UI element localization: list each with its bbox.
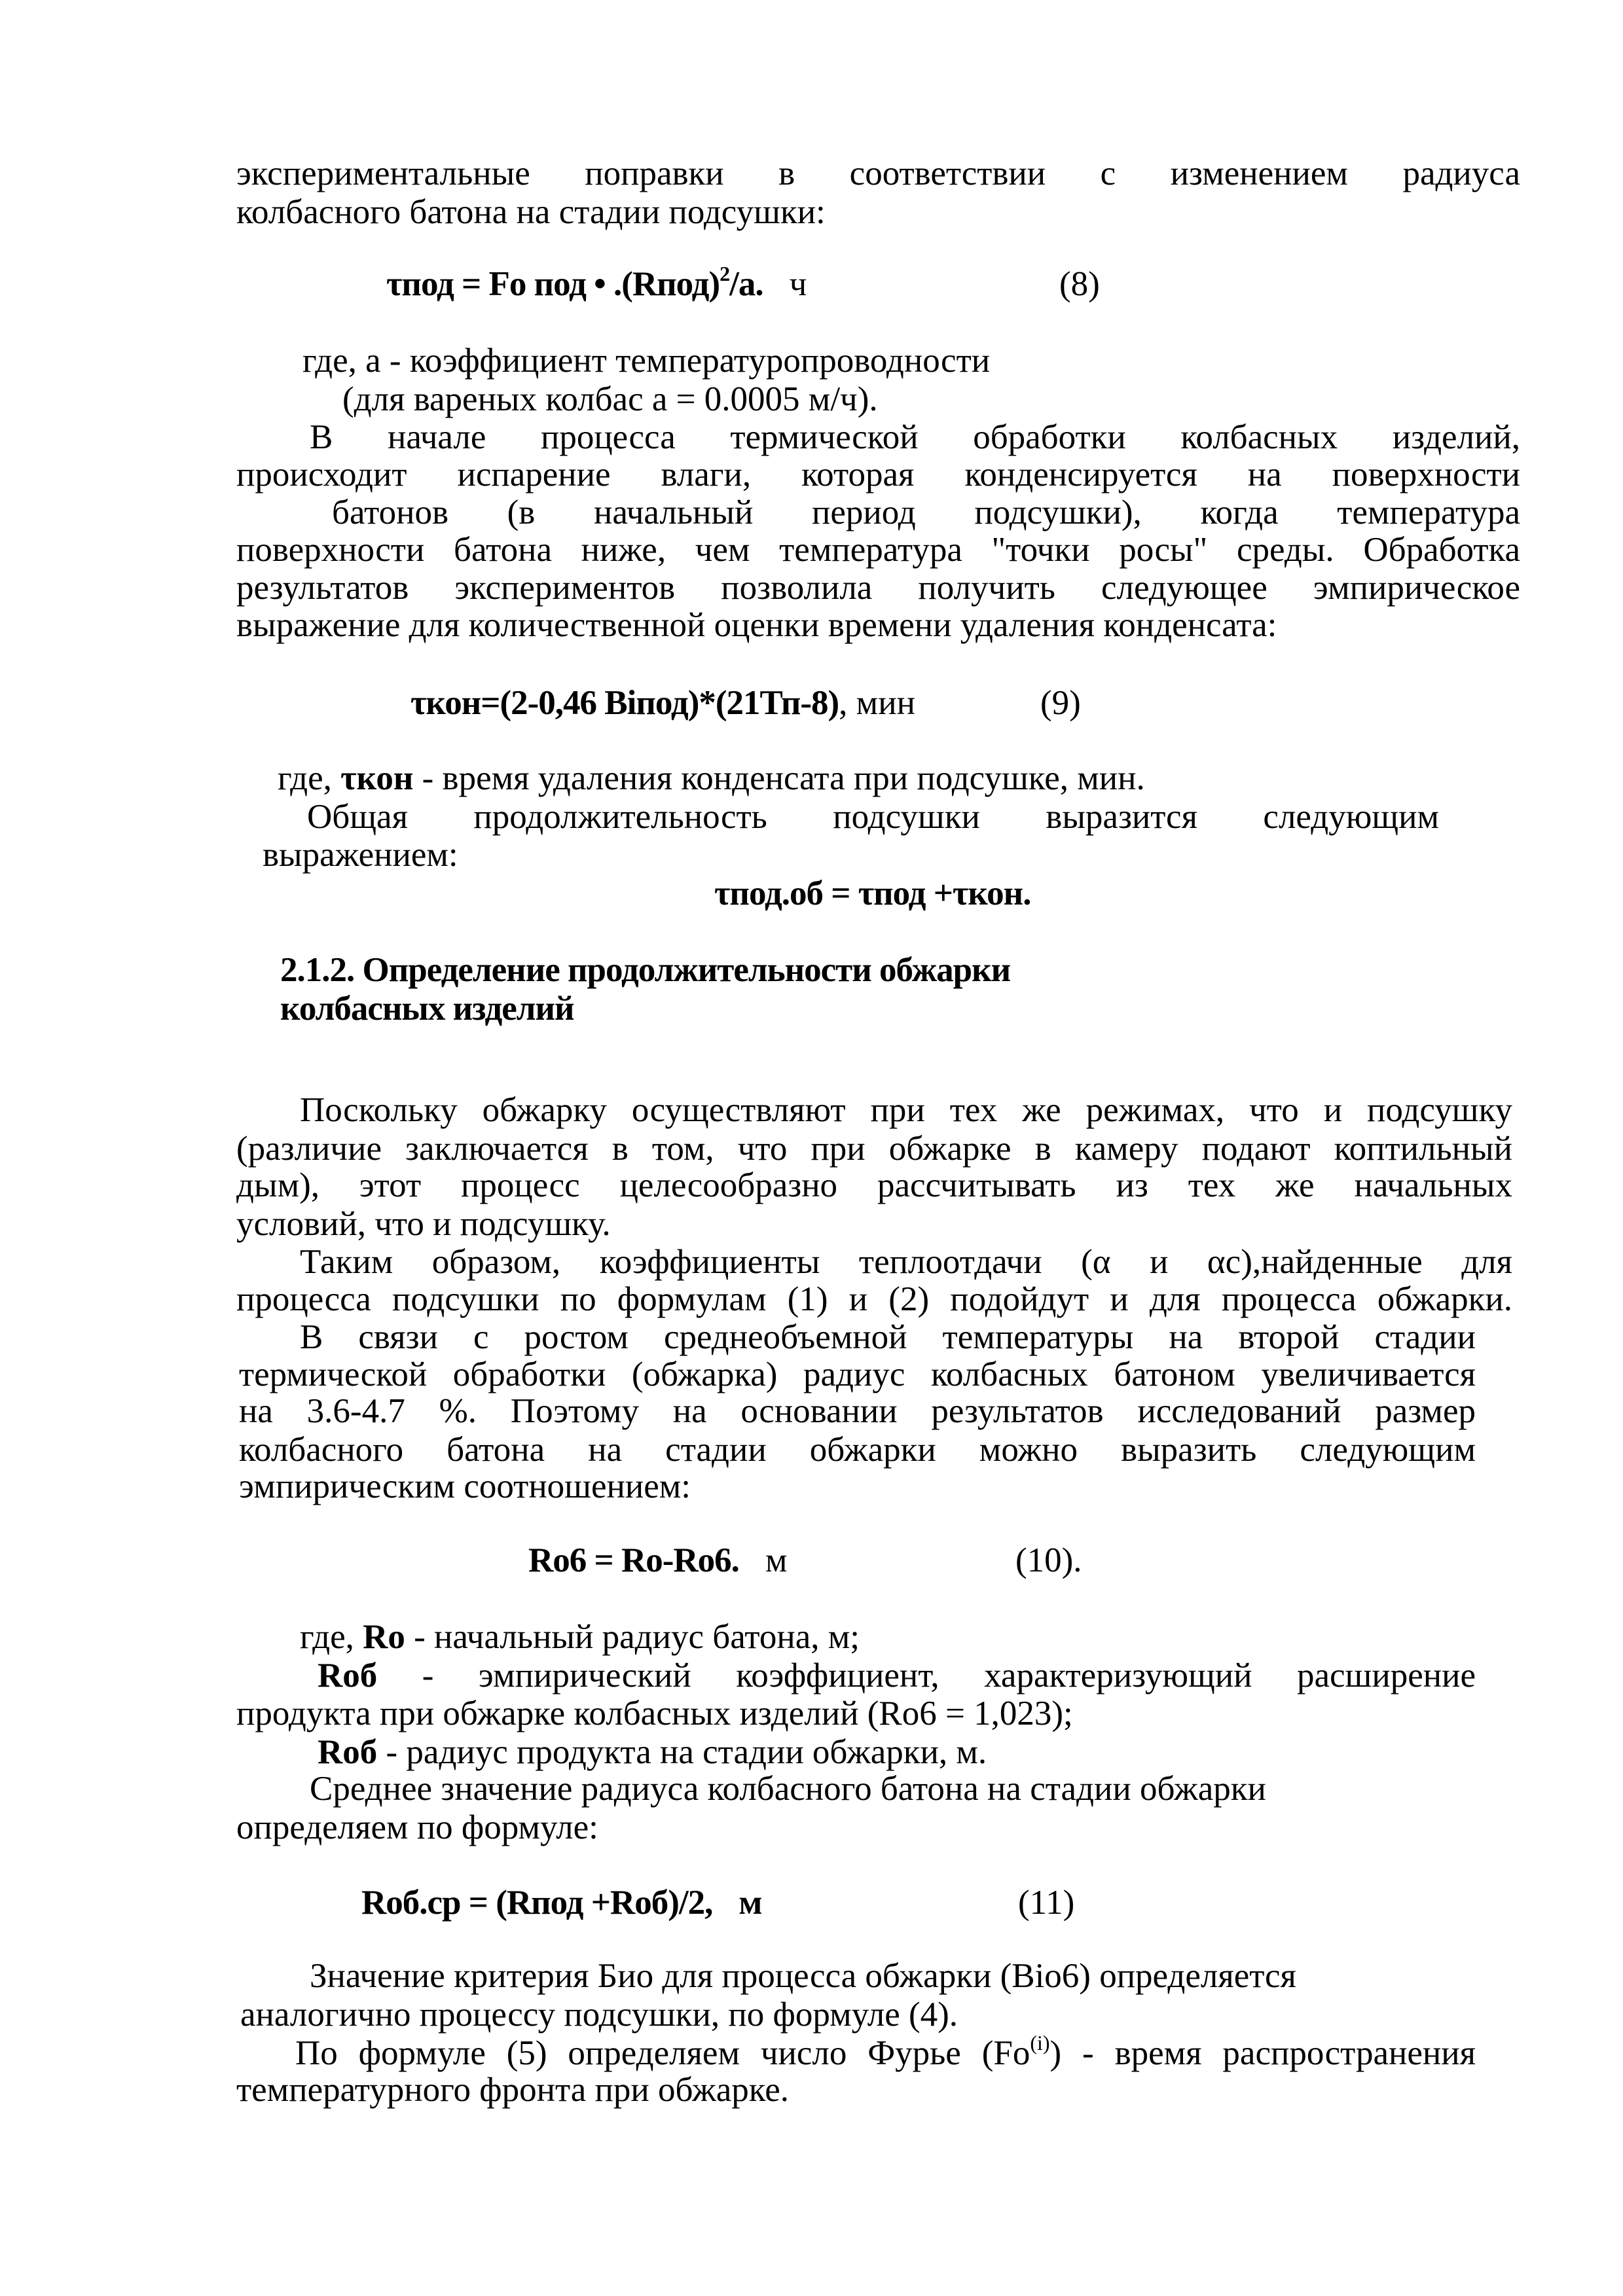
text-line: температурного фронта при обжарке. bbox=[236, 2071, 790, 2109]
equation-8-exponent: 2 bbox=[720, 262, 730, 285]
section-heading-cont: колбасных изделий bbox=[280, 990, 574, 1028]
text: ) - время распространения bbox=[1049, 2034, 1476, 2072]
equation-9-number: (9) bbox=[1040, 684, 1081, 722]
equation-10-unit: м bbox=[765, 1541, 788, 1579]
equation-10 bbox=[528, 1540, 787, 1581]
ro-definition bbox=[300, 1617, 860, 1657]
text-line: Среднее значение радиуса колбасного батона на стадии обжарки bbox=[310, 1770, 1266, 1808]
text-line: термической обработки (обжарка) радиус колбасных батоном увеличивается bbox=[239, 1355, 1476, 1393]
fourier-line bbox=[295, 2033, 1476, 2073]
tau-definition bbox=[278, 758, 1145, 798]
equation-9-body: τкон=(2-0,46 Biпод)*(21Тп-8) bbox=[410, 684, 839, 722]
text-line: процесса подсушки по формулам (1) и (2) подойдут и для процесса обжарки. bbox=[236, 1280, 1512, 1318]
equation-10-body: Rо6 = Ro-Rо6. bbox=[528, 1541, 739, 1579]
text-line: Поскольку обжарку осуществляют при тех же режимах, что и подсушку bbox=[300, 1091, 1512, 1129]
text-line: результатов экспериментов позволила получить следующее эмпирическое bbox=[236, 569, 1520, 607]
text: - начальный радиус батона, м; bbox=[405, 1618, 860, 1656]
equation-11-unit: м bbox=[739, 1884, 762, 1922]
text-line: Значение критерия Био для процесса обжарки (Bio6) определяется bbox=[310, 1957, 1296, 1995]
rob2-definition bbox=[318, 1732, 987, 1772]
equation-8-tail: /a. bbox=[729, 265, 763, 303]
term: τкон bbox=[340, 759, 414, 797]
text-line: выражение для количественной оценки времени удаления конденсата: bbox=[236, 606, 1277, 644]
superscript: (i) bbox=[1030, 2031, 1050, 2054]
rob-definition bbox=[318, 1655, 1476, 1696]
text: - эмпирический коэффициент, характеризующий расширение bbox=[377, 1657, 1476, 1695]
total-equation: τпод.об = τпод +τкон. bbox=[714, 874, 1031, 912]
term: Ro bbox=[363, 1618, 405, 1656]
equation-8-body: τпод = Fo под • .(Rпод) bbox=[386, 265, 720, 303]
text-line: (различие заключается в том, что при обжарке в камеру подают коптильный bbox=[236, 1130, 1512, 1168]
text-line: где, а - коэффициент температуропроводности bbox=[302, 342, 991, 380]
text: - время удаления конденсата при подсушке, мин. bbox=[413, 759, 1145, 797]
equation-8-number: (8) bbox=[1059, 265, 1100, 303]
equation-10-number: (10). bbox=[1015, 1541, 1082, 1579]
text-line: экспериментальные поправки в соответствии с изменением радиуса bbox=[236, 154, 1520, 192]
text-line: Таким образом, коэффициенты теплоотдачи (α и αс),найденные для bbox=[300, 1243, 1512, 1281]
text-line: определяем по формуле: bbox=[236, 1808, 598, 1846]
text: - радиус продукта на стадии обжарки, м. bbox=[377, 1733, 987, 1771]
text-line: (для вареных колбас а = 0.0005 м/ч). bbox=[342, 380, 878, 418]
text-line: колбасного батона на стадии подсушки: bbox=[236, 193, 826, 231]
text-line: аналогично процессу подсушки, по формуле (4). bbox=[240, 1996, 958, 2034]
text-line: батонов (в начальный период подсушки), когда температура bbox=[332, 493, 1520, 531]
text: где, bbox=[278, 759, 341, 797]
text-line: происходит испарение влаги, которая конденсируется на поверхности bbox=[236, 456, 1520, 493]
text-line: на 3.6-4.7 %. Поэтому на основании результатов исследований размер bbox=[239, 1392, 1476, 1430]
term: Rоб bbox=[318, 1733, 378, 1771]
text-line: продукта при обжарке колбасных изделий (Rо6 = 1,023); bbox=[236, 1695, 1073, 1732]
term: Rоб bbox=[318, 1657, 378, 1695]
equation-8 bbox=[386, 264, 806, 304]
text-line: эмпирическим соотношением: bbox=[239, 1467, 691, 1505]
text: По формуле (5) определяем число Фурье (Fo bbox=[295, 2034, 1030, 2072]
equation-11 bbox=[361, 1882, 761, 1923]
text-line: В начале процесса термической обработки колбасных изделий, bbox=[310, 418, 1520, 456]
text-line: условий, что и подсушку. bbox=[236, 1205, 611, 1243]
text-line: В связи с ростом среднеобъемной температуры на второй стадии bbox=[300, 1318, 1476, 1356]
text-line: выражением: bbox=[263, 836, 458, 874]
text-line: поверхности батона ниже, чем температура "точки росы" среды. Обработка bbox=[236, 531, 1520, 569]
text-line: колбасного батона на стадии обжарки можно выразить следующим bbox=[239, 1431, 1476, 1469]
equation-9-unit: , мин bbox=[839, 684, 915, 722]
text: где, bbox=[300, 1618, 363, 1656]
equation-9 bbox=[410, 683, 915, 723]
equation-11-body: Rоб.ср = (Rпод +Rоб)/2, bbox=[361, 1884, 713, 1922]
equation-8-unit: ч bbox=[789, 265, 807, 303]
section-heading: 2.1.2. Определение продолжительности обжарки bbox=[280, 951, 1011, 989]
text-line: Общая продолжительность подсушки выразится следующим bbox=[307, 798, 1439, 836]
equation-11-number: (11) bbox=[1018, 1884, 1075, 1922]
text-line: дым), этот процесс целесообразно рассчитывать из тех же начальных bbox=[236, 1166, 1512, 1204]
